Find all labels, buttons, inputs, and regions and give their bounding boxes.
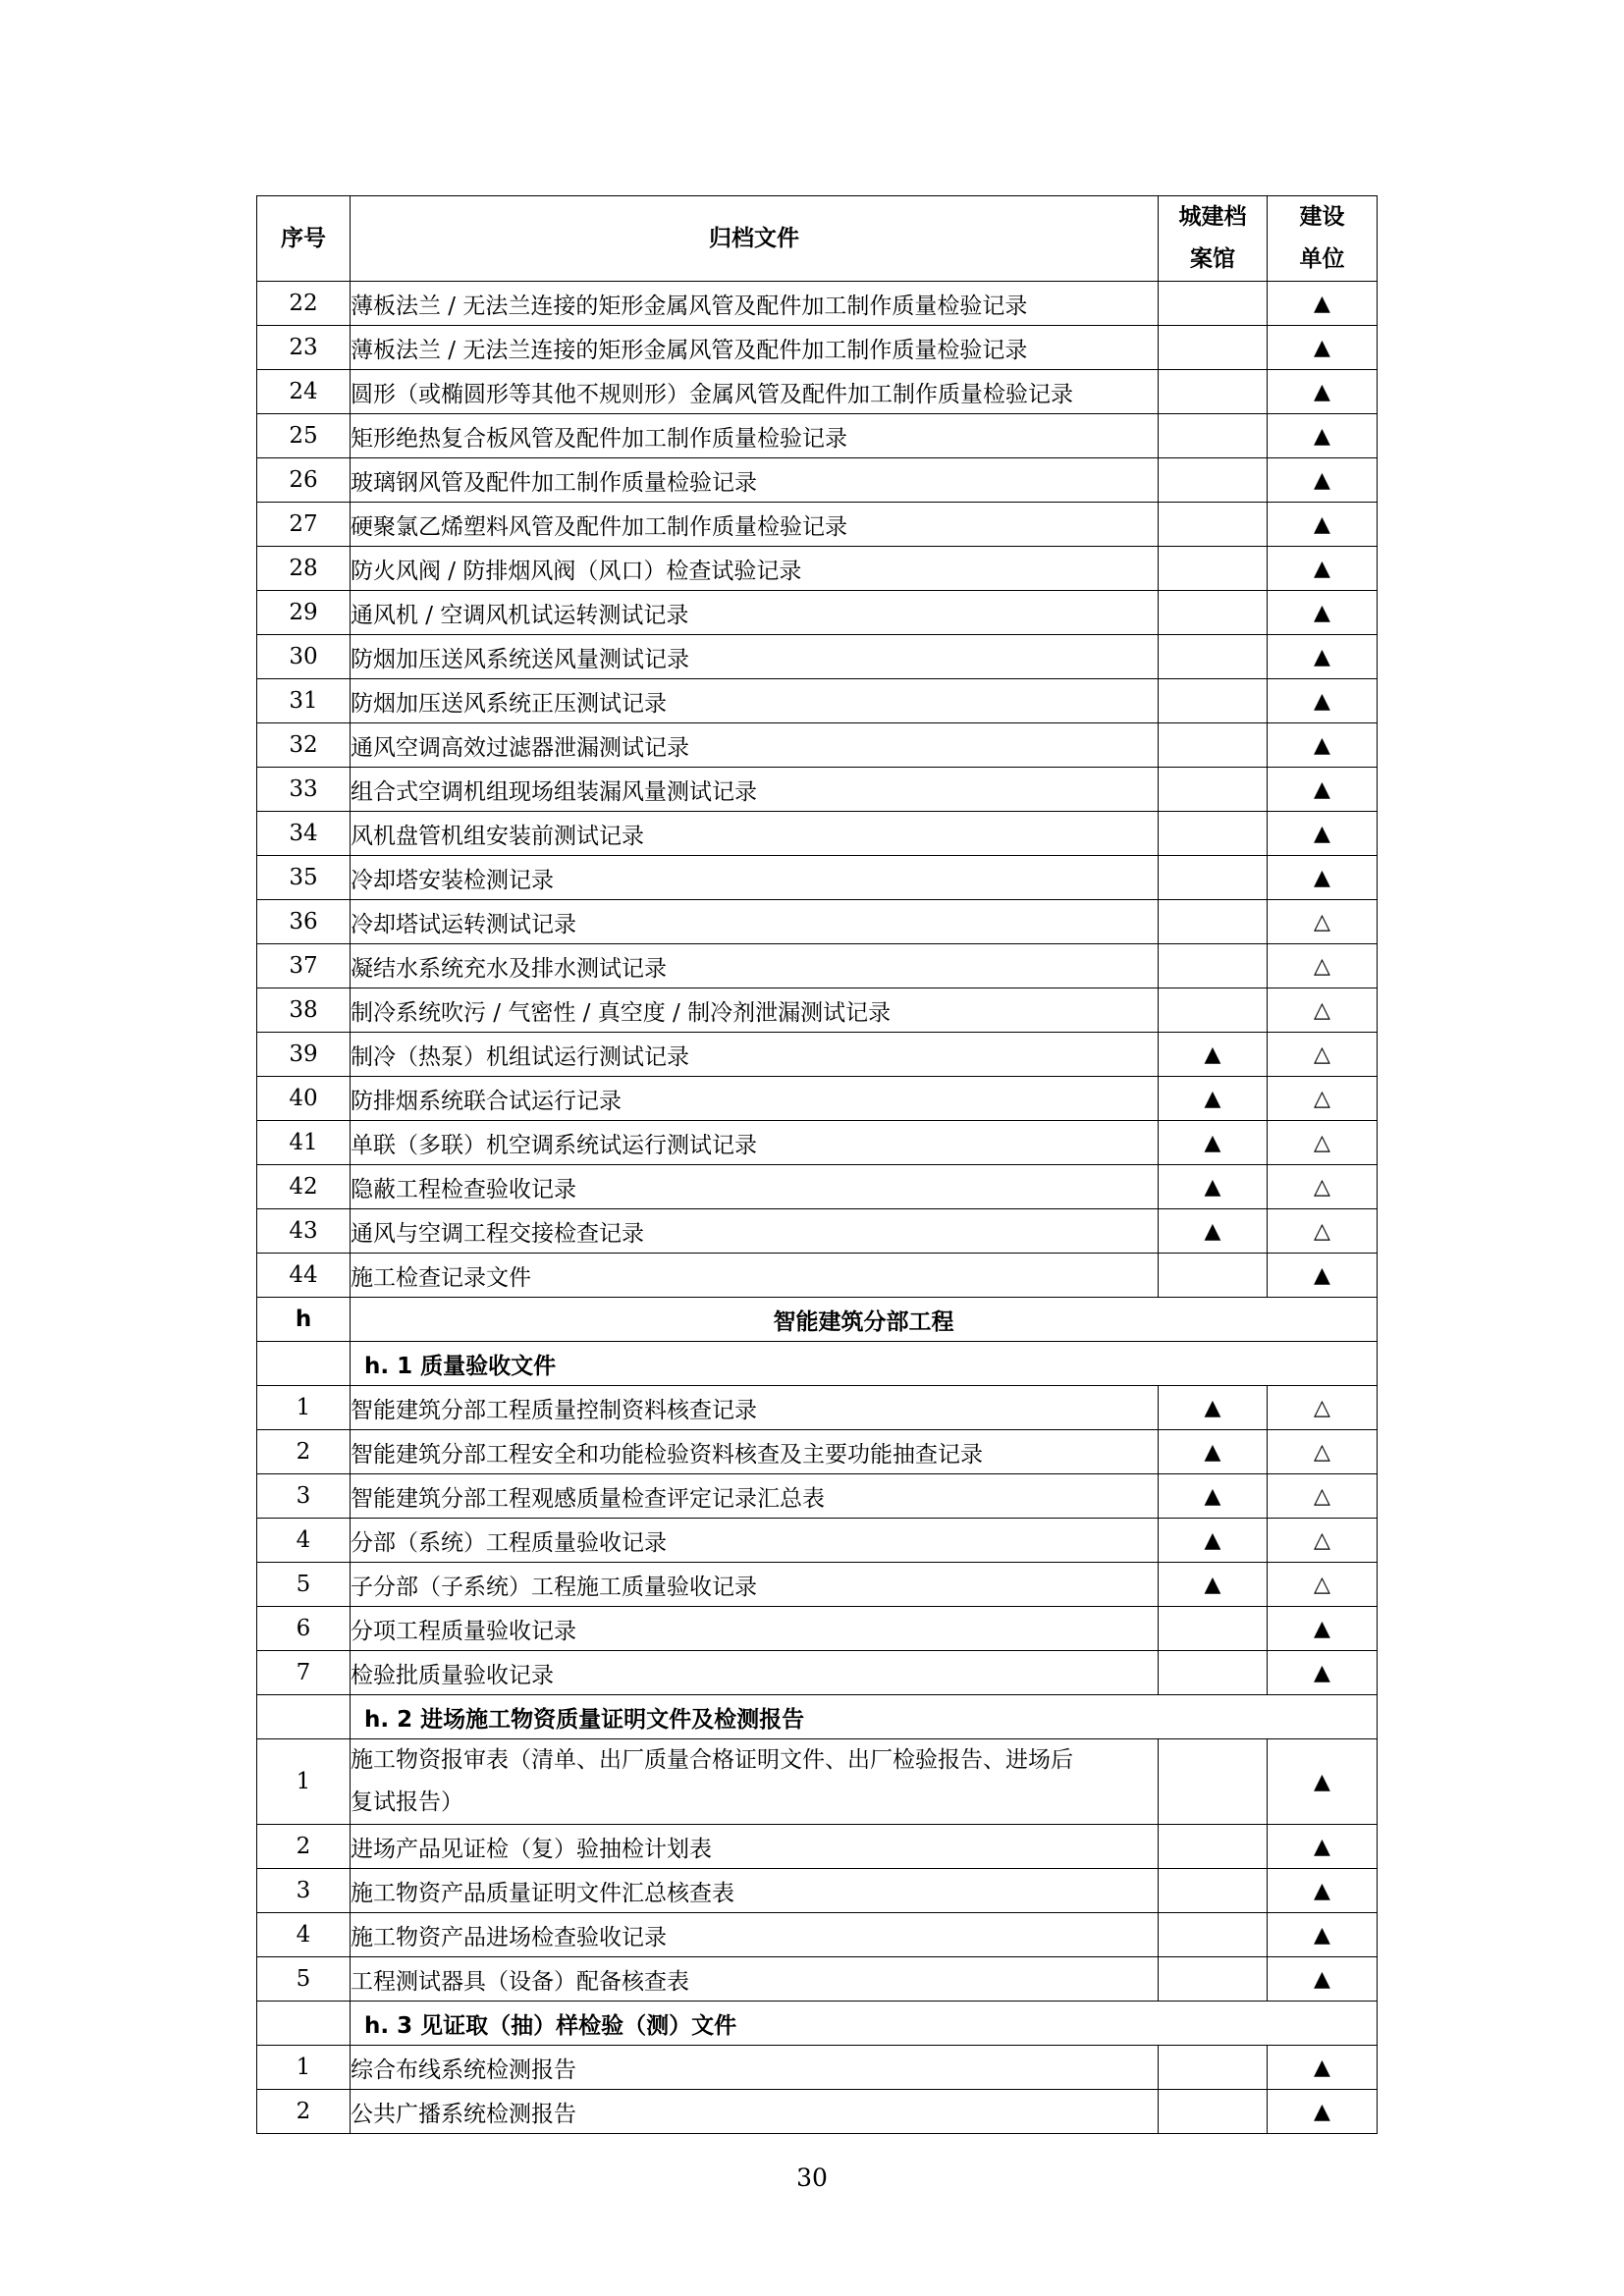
row-doc: 分部（系统）工程质量验收记录 <box>351 1519 1159 1563</box>
header-no: 序号 <box>257 196 351 282</box>
row-unit-mark: ▲ <box>1268 1825 1378 1869</box>
row-doc: 薄板法兰 / 无法兰连接的矩形金属风管及配件加工制作质量检验记录 <box>351 326 1159 370</box>
archive-table <box>256 195 1378 2134</box>
row-no: 5 <box>257 1957 351 2002</box>
table-row <box>257 1519 1378 1563</box>
row-unit-mark: △ <box>1268 1474 1378 1519</box>
row-doc: 通风机 / 空调风机试运转测试记录 <box>351 591 1159 635</box>
row-doc <box>351 1739 1159 1825</box>
table-row <box>257 591 1378 635</box>
row-city-mark <box>1159 591 1268 635</box>
row-no: 1 <box>257 2046 351 2090</box>
row-doc: 凝结水系统充水及排水测试记录 <box>351 944 1159 988</box>
subsection-no-cell <box>257 1695 351 1739</box>
row-no: 24 <box>257 370 351 414</box>
row-no: 29 <box>257 591 351 635</box>
table-row <box>257 282 1378 326</box>
row-city-mark: ▲ <box>1159 1033 1268 1077</box>
row-no: 37 <box>257 944 351 988</box>
row-unit-mark: ▲ <box>1268 458 1378 503</box>
subsection-title: h. 2 进场施工物资质量证明文件及检测报告 <box>351 1695 1378 1739</box>
table-header-row <box>257 196 1378 282</box>
row-city-mark: ▲ <box>1159 1077 1268 1121</box>
row-city-mark <box>1159 988 1268 1033</box>
row-city-mark <box>1159 1739 1268 1825</box>
row-unit-mark: ▲ <box>1268 414 1378 458</box>
row-doc: 施工物资产品进场检查验收记录 <box>351 1913 1159 1957</box>
row-city-mark <box>1159 723 1268 768</box>
row-doc: 单联（多联）机空调系统试运行测试记录 <box>351 1121 1159 1165</box>
row-no: 6 <box>257 1607 351 1651</box>
row-unit-mark: ▲ <box>1268 1254 1378 1298</box>
row-city-mark <box>1159 1607 1268 1651</box>
row-doc: 施工检查记录文件 <box>351 1254 1159 1298</box>
row-doc: 制冷系统吹污 / 气密性 / 真空度 / 制冷剂泄漏测试记录 <box>351 988 1159 1033</box>
row-unit-mark: ▲ <box>1268 679 1378 723</box>
row-doc: 施工物资产品质量证明文件汇总核查表 <box>351 1869 1159 1913</box>
section-title: 智能建筑分部工程 <box>351 1298 1378 1342</box>
row-city-mark <box>1159 458 1268 503</box>
row-no: 30 <box>257 635 351 679</box>
table-row <box>257 944 1378 988</box>
row-unit-mark: ▲ <box>1268 2046 1378 2090</box>
row-no: 2 <box>257 1825 351 1869</box>
row-unit-mark: ▲ <box>1268 370 1378 414</box>
row-unit-mark: △ <box>1268 1121 1378 1165</box>
table-row <box>257 1563 1378 1607</box>
row-unit-mark: ▲ <box>1268 723 1378 768</box>
row-doc: 通风与空调工程交接检查记录 <box>351 1209 1159 1254</box>
row-doc: 综合布线系统检测报告 <box>351 2046 1159 2090</box>
table-row <box>257 723 1378 768</box>
row-city-mark: ▲ <box>1159 1121 1268 1165</box>
table-row <box>257 370 1378 414</box>
row-city-mark: ▲ <box>1159 1165 1268 1209</box>
header-unit <box>1268 196 1378 282</box>
row-city-mark <box>1159 547 1268 591</box>
table-row <box>257 1869 1378 1913</box>
row-unit-mark: ▲ <box>1268 768 1378 812</box>
row-city-mark <box>1159 2090 1268 2134</box>
row-no: 26 <box>257 458 351 503</box>
subsection-row <box>257 2002 1378 2046</box>
table-row <box>257 503 1378 547</box>
row-city-mark <box>1159 635 1268 679</box>
row-doc: 智能建筑分部工程安全和功能检验资料核查及主要功能抽查记录 <box>351 1430 1159 1474</box>
row-doc: 组合式空调机组现场组装漏风量测试记录 <box>351 768 1159 812</box>
subsection-no-cell <box>257 1342 351 1386</box>
row-doc: 防烟加压送风系统正压测试记录 <box>351 679 1159 723</box>
row-unit-mark: ▲ <box>1268 282 1378 326</box>
page-number: 30 <box>796 2163 828 2192</box>
row-no: 43 <box>257 1209 351 1254</box>
row-unit-mark: ▲ <box>1268 1739 1378 1825</box>
row-city-mark <box>1159 1254 1268 1298</box>
row-city-mark <box>1159 282 1268 326</box>
table-row <box>257 1474 1378 1519</box>
table-row <box>257 1739 1378 1825</box>
row-unit-mark: △ <box>1268 1430 1378 1474</box>
row-doc: 防烟加压送风系统送风量测试记录 <box>351 635 1159 679</box>
row-doc: 风机盘管机组安装前测试记录 <box>351 812 1159 856</box>
row-no: 36 <box>257 900 351 944</box>
row-city-mark <box>1159 1869 1268 1913</box>
row-unit-mark: ▲ <box>1268 1913 1378 1957</box>
row-no: 22 <box>257 282 351 326</box>
row-no: 28 <box>257 547 351 591</box>
table-row <box>257 1430 1378 1474</box>
row-doc: 薄板法兰 / 无法兰连接的矩形金属风管及配件加工制作质量检验记录 <box>351 282 1159 326</box>
header-unit-line1: 建设 <box>1299 204 1345 230</box>
table-row <box>257 1825 1378 1869</box>
table-row <box>257 1957 1378 2002</box>
row-doc: 制冷（热泵）机组试运行测试记录 <box>351 1033 1159 1077</box>
table-row <box>257 1077 1378 1121</box>
row-no: 34 <box>257 812 351 856</box>
table-row <box>257 1651 1378 1695</box>
section-no: h <box>257 1298 351 1342</box>
row-doc: 矩形绝热复合板风管及配件加工制作质量检验记录 <box>351 414 1159 458</box>
row-unit-mark: ▲ <box>1268 591 1378 635</box>
row-doc: 子分部（子系统）工程施工质量验收记录 <box>351 1563 1159 1607</box>
row-no: 2 <box>257 2090 351 2134</box>
table-row <box>257 635 1378 679</box>
table-row <box>257 988 1378 1033</box>
row-no: 3 <box>257 1869 351 1913</box>
table-row <box>257 458 1378 503</box>
row-city-mark: ▲ <box>1159 1519 1268 1563</box>
row-unit-mark: △ <box>1268 1165 1378 1209</box>
table-row <box>257 812 1378 856</box>
section-row <box>257 1298 1378 1342</box>
row-no: 23 <box>257 326 351 370</box>
row-unit-mark: ▲ <box>1268 1869 1378 1913</box>
row-unit-mark: ▲ <box>1268 503 1378 547</box>
header-city-archive <box>1159 196 1268 282</box>
row-no: 4 <box>257 1519 351 1563</box>
row-doc: 检验批质量验收记录 <box>351 1651 1159 1695</box>
row-city-mark <box>1159 812 1268 856</box>
row-city-mark <box>1159 1651 1268 1695</box>
row-doc-line1: 施工物资报审表（清单、出厂质量合格证明文件、出厂检验报告、进场后 <box>351 1747 1073 1773</box>
row-doc: 进场产品见证检（复）验抽检计划表 <box>351 1825 1159 1869</box>
row-doc: 防排烟系统联合试运行记录 <box>351 1077 1159 1121</box>
row-no: 1 <box>257 1739 351 1825</box>
row-no: 1 <box>257 1386 351 1430</box>
row-unit-mark: ▲ <box>1268 1607 1378 1651</box>
row-no: 25 <box>257 414 351 458</box>
table-row <box>257 1607 1378 1651</box>
row-unit-mark: △ <box>1268 944 1378 988</box>
row-no: 2 <box>257 1430 351 1474</box>
table-row <box>257 1033 1378 1077</box>
row-city-mark <box>1159 944 1268 988</box>
header-city-archive-line2: 案馆 <box>1190 246 1235 272</box>
row-no: 44 <box>257 1254 351 1298</box>
row-unit-mark: ▲ <box>1268 2090 1378 2134</box>
row-doc: 通风空调高效过滤器泄漏测试记录 <box>351 723 1159 768</box>
row-city-mark <box>1159 503 1268 547</box>
row-unit-mark: ▲ <box>1268 1957 1378 2002</box>
table-row <box>257 414 1378 458</box>
row-city-mark <box>1159 679 1268 723</box>
row-unit-mark: △ <box>1268 1386 1378 1430</box>
row-no: 33 <box>257 768 351 812</box>
table-row <box>257 1386 1378 1430</box>
row-city-mark <box>1159 1957 1268 2002</box>
row-unit-mark: ▲ <box>1268 635 1378 679</box>
row-no: 4 <box>257 1913 351 1957</box>
subsection-row <box>257 1695 1378 1739</box>
row-doc: 防火风阀 / 防排烟风阀（风口）检查试验记录 <box>351 547 1159 591</box>
table-row <box>257 768 1378 812</box>
table-row <box>257 2046 1378 2090</box>
row-doc: 隐蔽工程检查验收记录 <box>351 1165 1159 1209</box>
row-city-mark <box>1159 1913 1268 1957</box>
table-row <box>257 547 1378 591</box>
row-unit-mark: ▲ <box>1268 856 1378 900</box>
table-row <box>257 1121 1378 1165</box>
row-doc: 工程测试器具（设备）配备核查表 <box>351 1957 1159 2002</box>
row-unit-mark: ▲ <box>1268 812 1378 856</box>
row-unit-mark: ▲ <box>1268 326 1378 370</box>
row-doc: 智能建筑分部工程质量控制资料核查记录 <box>351 1386 1159 1430</box>
row-city-mark <box>1159 370 1268 414</box>
row-unit-mark: △ <box>1268 900 1378 944</box>
table-row <box>257 679 1378 723</box>
row-unit-mark: △ <box>1268 1077 1378 1121</box>
row-no: 35 <box>257 856 351 900</box>
row-no: 31 <box>257 679 351 723</box>
row-doc: 硬聚氯乙烯塑料风管及配件加工制作质量检验记录 <box>351 503 1159 547</box>
row-city-mark <box>1159 414 1268 458</box>
row-unit-mark: △ <box>1268 1563 1378 1607</box>
table-row <box>257 900 1378 944</box>
row-city-mark <box>1159 2046 1268 2090</box>
row-unit-mark: ▲ <box>1268 547 1378 591</box>
subsection-title: h. 1 质量验收文件 <box>351 1342 1378 1386</box>
row-no: 32 <box>257 723 351 768</box>
row-city-mark <box>1159 900 1268 944</box>
row-doc: 公共广播系统检测报告 <box>351 2090 1159 2134</box>
row-city-mark <box>1159 326 1268 370</box>
row-no: 41 <box>257 1121 351 1165</box>
row-no: 38 <box>257 988 351 1033</box>
row-no: 27 <box>257 503 351 547</box>
row-doc: 圆形（或椭圆形等其他不规则形）金属风管及配件加工制作质量检验记录 <box>351 370 1159 414</box>
table-row <box>257 1165 1378 1209</box>
row-city-mark: ▲ <box>1159 1430 1268 1474</box>
row-no: 42 <box>257 1165 351 1209</box>
subsection-no-cell <box>257 2002 351 2046</box>
row-unit-mark: ▲ <box>1268 1651 1378 1695</box>
row-unit-mark: △ <box>1268 1209 1378 1254</box>
row-doc: 冷却塔安装检测记录 <box>351 856 1159 900</box>
header-unit-line2: 单位 <box>1299 246 1345 272</box>
row-no: 39 <box>257 1033 351 1077</box>
row-city-mark: ▲ <box>1159 1386 1268 1430</box>
table-row <box>257 2090 1378 2134</box>
header-city-archive-line1: 城建档 <box>1178 204 1247 230</box>
row-city-mark: ▲ <box>1159 1563 1268 1607</box>
row-doc: 玻璃钢风管及配件加工制作质量检验记录 <box>351 458 1159 503</box>
row-city-mark <box>1159 856 1268 900</box>
row-doc: 分项工程质量验收记录 <box>351 1607 1159 1651</box>
table-row <box>257 1913 1378 1957</box>
table-row <box>257 856 1378 900</box>
row-city-mark <box>1159 1825 1268 1869</box>
row-no: 7 <box>257 1651 351 1695</box>
row-no: 5 <box>257 1563 351 1607</box>
row-no: 40 <box>257 1077 351 1121</box>
row-city-mark: ▲ <box>1159 1474 1268 1519</box>
table-row <box>257 1254 1378 1298</box>
subsection-row <box>257 1342 1378 1386</box>
row-doc: 智能建筑分部工程观感质量检查评定记录汇总表 <box>351 1474 1159 1519</box>
row-city-mark: ▲ <box>1159 1209 1268 1254</box>
row-doc-line2: 复试报告） <box>351 1789 463 1815</box>
table-row <box>257 1209 1378 1254</box>
row-city-mark <box>1159 768 1268 812</box>
table-row <box>257 326 1378 370</box>
subsection-title: h. 3 见证取（抽）样检验（测）文件 <box>351 2002 1378 2046</box>
header-doc: 归档文件 <box>351 196 1159 282</box>
row-unit-mark: △ <box>1268 1033 1378 1077</box>
row-unit-mark: △ <box>1268 1519 1378 1563</box>
row-unit-mark: △ <box>1268 988 1378 1033</box>
row-no: 3 <box>257 1474 351 1519</box>
row-doc: 冷却塔试运转测试记录 <box>351 900 1159 944</box>
